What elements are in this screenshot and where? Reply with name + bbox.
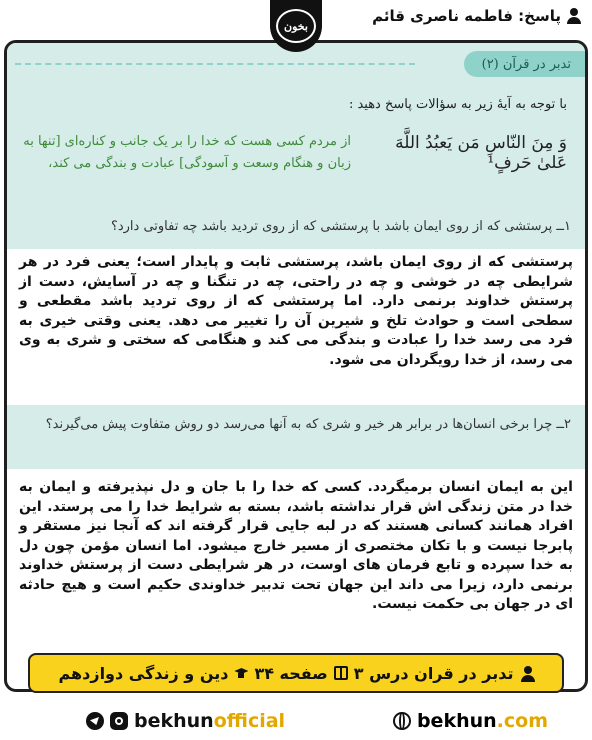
website-domain: .com [496, 710, 548, 732]
book-icon [334, 666, 348, 680]
question-2-panel [7, 405, 585, 469]
banner-subject: دین و زندگی دوازدهم [58, 663, 229, 683]
student-icon [520, 666, 534, 680]
graduation-cap-icon [234, 666, 248, 680]
author-label: پاسخ: فاطمه ناصری قائم [372, 7, 561, 25]
footer [0, 704, 592, 740]
answer-1: پرستشی که از روی ایمان باشد، پرستشی ثابت و پایدار است؛ یعنی فرد در هر شرایطی چه در خوشی و چه در راحتی، چه در تنگنا و چه در آسایش، دست از پرستش خداوند برنمی دارد. اما پرستشی که از روی تردید باشد مقطعی و سطحی است و حوادث تلخ و شیرین آن را تغییر می دهد. یعنی وقتی خیری به فرد می رسد خدا را عبادت و بندگی می کند و هنگامی که سختی و شری به وی می رسد، از خدا رویگردان می شود. [19, 254, 573, 368]
author-credit [372, 7, 582, 25]
globe-icon [393, 712, 411, 730]
lesson-banner [28, 653, 564, 693]
handle-suffix: official [213, 710, 286, 732]
banner-lesson: تدبر در قران درس ۳ [353, 663, 514, 683]
question-2: ۲ــ چرا برخی انسان‌ها در برابر هر خیر و شری که به آنها می‌رسد دو روش متفاوت پیش می‌گیرند؟ [45, 417, 571, 432]
instagram-icon[interactable] [110, 712, 128, 730]
content-card [4, 40, 588, 692]
verse-translation: از مردم کسی هست که خدا را بر یک جانب و کناره‌ای [تنها به زبان و هنگام وسعت و آسودگی] عبادت و بندگی می کند، [23, 134, 351, 171]
brand-logo-text: بخون [276, 9, 316, 43]
website-main: bekhun [416, 710, 497, 732]
section-title: تدبر در قرآن (۲) [464, 51, 585, 77]
social-handle[interactable] [86, 710, 285, 732]
telegram-icon[interactable] [86, 712, 104, 730]
brand-logo [270, 0, 322, 52]
website-link[interactable] [393, 710, 548, 732]
answer-2: این به ایمان انسان برمیگردد. کسی که خدا را با جان و دل نپذیرفته و ایمان به خدا در متن زندگی اش قرار نداشته باشد، بسته به شرایط خدا را می پرستد. این افراد همانند کسانی هستند که در لبه جایی قرار گرفته اند که آنجا نیز مستقر و پابرجا نیست و با تکان مختصری از مسیر خارج میشود. اما انسان مؤمن چون دل به خدا سپرده و تابع فرمان های اوست، در هر شرایطی دست از پرستش خداوند برنمی دارد، زیرا می داند این جهان تحت تدبیر خداوندی حکیم است و هیچ حادثه ای در جهان بی حکمت نیست. [19, 479, 573, 612]
banner-page: صفحه ۳۴ [254, 663, 328, 683]
question-1: ۱ــ پرستشی که از روی ایمان باشد با پرستشی که از روی تردید باشد چه تفاوتی دارد؟ [110, 219, 571, 234]
quran-verse: وَ مِنَ النّاسِ مَن یَعبُدُ اللَّهَ عَلىٰ حَرفٍ¹ [395, 133, 567, 173]
verse-panel [7, 43, 585, 249]
person-icon [566, 8, 582, 24]
dashed-divider [15, 63, 415, 65]
instruction-text: با توجه به آیهٔ زیر به سؤالات پاسخ دهید : [348, 97, 567, 112]
handle-main: bekhun [134, 710, 214, 732]
